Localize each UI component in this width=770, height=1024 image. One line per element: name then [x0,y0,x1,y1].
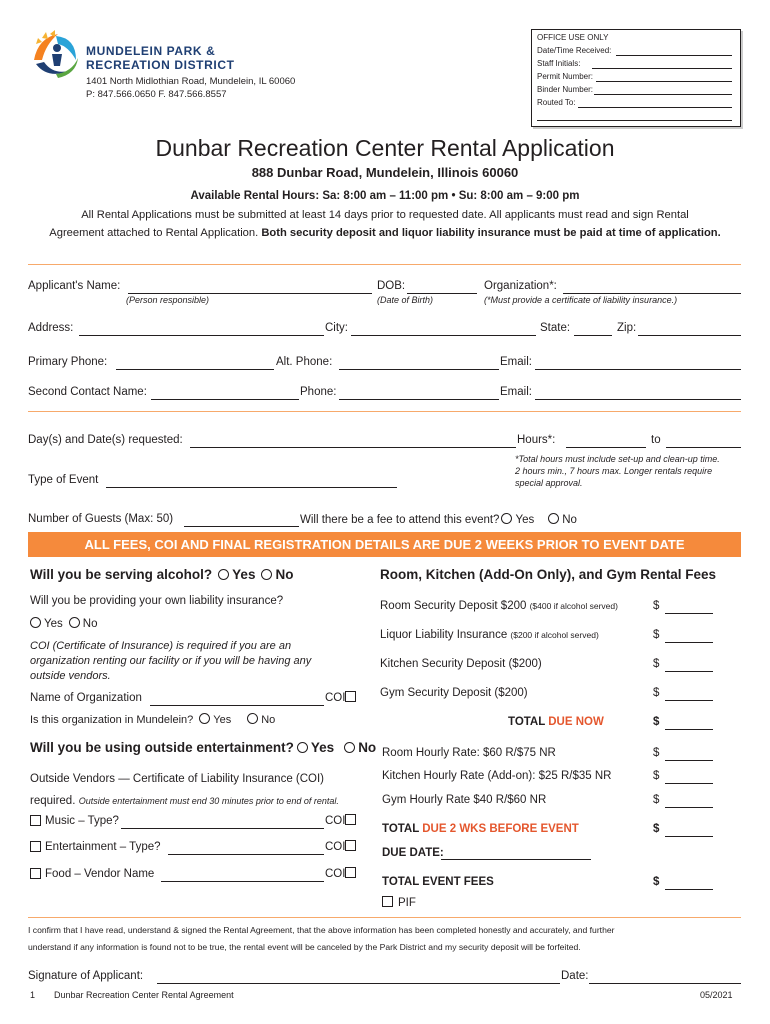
type-event-input[interactable] [106,487,397,488]
total-event-label: TOTAL EVENT FEES [382,876,494,888]
office-field-1-line[interactable] [592,68,732,69]
due-date-input[interactable] [441,859,591,860]
hours-note-1: *Total hours must include set-up and clean-up time. [515,454,720,464]
footer-page: 1 [30,990,36,1000]
mundelein-no-label: No [261,714,276,726]
entertainment-yes-label: Yes [310,740,335,755]
office-field-4-line[interactable] [578,107,732,108]
total-due-2wks-dollar: $ [653,823,660,835]
room-hourly-dollar: $ [653,747,660,759]
office-field-2: Permit Number: [537,72,594,81]
liquor-dollar: $ [653,629,660,641]
second-contact-input[interactable] [151,399,299,400]
kitchen-deposit-label: Kitchen Security Deposit ($200) [380,658,542,670]
alcohol-yes-radio[interactable] [218,569,229,580]
notice-line2-bold: Both security deposit and liquor liability insurance must be paid at time of application. [261,227,721,239]
alcohol-no-radio[interactable] [261,569,272,580]
notice-line2-normal: Agreement attached to Rental Application. [49,227,262,239]
alt-phone-input[interactable] [339,369,499,370]
music-label: Music – Type? [45,815,119,827]
office-field-0: Date/Time Received: [537,46,612,55]
date-label: Date: [561,970,589,982]
total-due-now-b: DUE NOW [548,716,604,728]
fee-yes-radio[interactable] [501,513,512,524]
second-contact-label: Second Contact Name: [28,386,147,398]
divider-2 [28,411,741,412]
room-deposit-label: Room Security Deposit $200 [380,600,527,612]
required-note: Outside entertainment must end 30 minutes prior to end of rental. [78,796,339,806]
pif-label: PIF [398,897,416,909]
rental-hours: Available Rental Hours: Sa: 8:00 am – 11:00 pm • Su: 8:00 am – 9:00 pm [190,190,580,202]
kitchen-hourly-label: Kitchen Hourly Rate (Add-on): $25 R/$35 NR [382,770,612,782]
divider-3 [28,917,741,918]
entertainment-coi-checkbox[interactable] [345,840,356,851]
insurance-no-label: No [82,618,98,630]
room-hourly-input[interactable] [665,760,713,761]
guests-label: Number of Guests (Max: 50) [28,513,174,525]
email2-input[interactable] [535,399,741,400]
office-field-2-line[interactable] [596,81,732,82]
entertainment-label: Entertainment – Type? [45,841,161,853]
primary-phone-label: Primary Phone: [28,356,108,368]
entertainment-checkbox[interactable] [30,841,41,852]
zip-input[interactable] [638,335,741,336]
office-field-1: Staff Initials: [537,59,581,68]
dob-input[interactable] [407,293,477,294]
mundelein-no-radio[interactable] [247,713,258,724]
room-deposit-note: ($400 if alcohol served) [529,601,618,611]
total-due-now-a: TOTAL [508,716,549,728]
confirm-line1: I confirm that I have read, understand & signed the Rental Agreement, that the above information has been completed honestly and accurately, and further [28,925,615,935]
mundelein-yes-radio[interactable] [199,713,210,724]
office-field-3: Binder Number: [537,85,594,94]
music-checkbox[interactable] [30,815,41,826]
total-event-input[interactable] [665,889,713,890]
alcohol-no-label: No [275,567,294,582]
name-org-input[interactable] [150,705,324,706]
gym-hourly-label: Gym Hourly Rate $40 R/$60 NR [382,794,547,806]
kitchen-hourly-dollar: $ [653,770,660,782]
guests-input[interactable] [184,526,299,527]
insurance-options [24,617,97,630]
liquor-label: Liquor Liability Insurance [380,629,508,641]
gym-deposit-dollar: $ [653,687,660,699]
music-coi-checkbox[interactable] [345,814,356,825]
total-event-dollar: $ [653,876,660,888]
divider-1 [28,264,741,265]
entertainment-yes-radio[interactable] [297,742,308,753]
coi-note-1: COI (Certificate of Insurance) is required if you are an [30,640,292,652]
room-hourly-label: Room Hourly Rate: $60 R/$75 NR [382,747,556,759]
fee-no-label: No [562,514,577,526]
days-label: Day(s) and Date(s) requested: [28,434,183,446]
dob-note: (Date of Birth) [377,295,434,305]
total-due-now-dollar: $ [653,716,660,728]
org-address: 1401 North Midlothian Road, Mundelein, IL 60060 [86,76,296,87]
insurance-question: Will you be providing your own liability insurance? [30,595,284,607]
food-coi-label: COI [325,868,346,880]
insurance-yes-label: Yes [44,618,63,630]
liquor-input[interactable] [665,642,713,643]
insurance-yes-radio[interactable] [30,617,41,628]
kitchen-hourly-input[interactable] [665,783,713,784]
email-input[interactable] [535,369,741,370]
insurance-no-radio[interactable] [69,617,80,628]
office-use-title: OFFICE USE ONLY [537,33,609,42]
food-checkbox[interactable] [30,868,41,879]
entertainment-question-label: Will you be using outside entertainment? [30,740,294,755]
hours-to-input[interactable] [666,447,741,448]
total-due-now [508,716,604,728]
vendors-note: Outside Vendors — Certificate of Liability Insurance (COI) [30,773,325,785]
applicant-label: Applicant's Name: [28,280,121,292]
org-name-line2: RECREATION DISTRICT [86,58,235,72]
footer-name: Dunbar Recreation Center Rental Agreement [54,990,234,1000]
alcohol-question [30,567,293,582]
fee-no-radio[interactable] [548,513,559,524]
state-input[interactable] [574,335,612,336]
fee-question-label: Will there be a fee to attend this event? [300,514,500,526]
total-due-now-input[interactable] [665,729,713,730]
entertainment-no-label: No [358,740,377,755]
gym-deposit-label: Gym Security Deposit ($200) [380,687,528,699]
office-use-box [531,29,741,127]
liquor-note: ($200 if alcohol served) [510,630,599,640]
liquor-insurance [380,629,599,641]
phone2-label: Phone: [300,386,337,398]
room-deposit [380,600,618,612]
hours-label: Hours*: [517,434,556,446]
primary-phone-input[interactable] [116,369,274,370]
total-due-2wks-input[interactable] [665,836,713,837]
notice-line1: All Rental Applications must be submitted at least 14 days prior to requested date. All applicants must read and sign Rental [81,209,689,221]
applicant-input[interactable] [128,293,372,294]
music-coi-label: COI [325,815,346,827]
signature-label: Signature of Applicant: [28,970,144,982]
zip-label: Zip: [617,322,637,334]
office-field-3-line[interactable] [594,94,732,95]
office-field-0-line[interactable] [616,55,732,56]
confirm-line2: understand if any information is found not to be true, the rental event will be canceled by the Park District and my security deposit will be forfeited. [28,942,581,952]
dob-label: DOB: [377,280,406,292]
food-input[interactable] [161,881,324,882]
footer-date: 05/2021 [700,990,733,1000]
alt-phone-label: Alt. Phone: [276,356,333,368]
in-mundelein-label: Is this organization in Mundelein? [30,714,194,726]
kitchen-deposit-input[interactable] [665,671,713,672]
notice-line2 [0,227,770,239]
total-due-2wks-b: DUE 2 WKS BEFORE EVENT [422,823,579,835]
phone2-input[interactable] [339,399,499,400]
kitchen-deposit-dollar: $ [653,658,660,670]
in-mundelein [30,713,275,726]
fee-yes-label: Yes [515,514,535,526]
type-event-label: Type of Event [28,474,99,486]
coi-note-3: outside vendors. [30,670,111,682]
signature-input[interactable] [157,983,560,984]
mundelein-yes-label: Yes [213,714,232,726]
entertainment-input[interactable] [168,854,324,855]
total-due-2wks [382,823,579,835]
organization-input[interactable] [563,293,741,294]
gym-hourly-dollar: $ [653,794,660,806]
entertainment-coi-label: COI [325,841,346,853]
entertainment-question [30,740,376,755]
fees-banner: ALL FEES, COI AND FINAL REGISTRATION DETAILS ARE DUE 2 WEEKS PRIOR TO EVENT DATE [28,532,741,557]
organization-label: Organization*: [484,280,557,292]
org-phone: P: 847.566.0650 F. 847.566.8557 [86,89,227,100]
email2-label: Email: [500,386,532,398]
fees-title: Room, Kitchen (Add-On Only), and Gym Rental Fees [380,567,717,582]
room-deposit-dollar: $ [653,600,660,612]
address-input[interactable] [79,335,324,336]
room-deposit-input[interactable] [665,613,713,614]
center-address: 888 Dunbar Road, Mundelein, Illinois 60060 [251,165,519,180]
applicant-note: (Person responsible) [126,295,210,305]
due-date-label: DUE DATE: [382,847,444,859]
date-input[interactable] [589,983,741,984]
email-label: Email: [500,356,532,368]
org-name-line1: MUNDELEIN PARK & [86,44,216,58]
state-label: State: [540,322,571,334]
office-field-4: Routed To: [537,98,576,107]
office-field-5-line[interactable] [537,120,732,121]
gym-hourly-input[interactable] [665,807,713,808]
days-input[interactable] [190,447,516,448]
required-line [30,793,339,807]
required-label: required. [30,795,76,807]
entertainment-no-radio[interactable] [344,742,355,753]
city-label: City: [325,322,348,334]
coi-note-2: organization renting our facility or if you will be having any [30,655,312,667]
food-coi-checkbox[interactable] [345,867,356,878]
org-coi-label: COI [325,692,346,704]
music-input[interactable] [121,828,324,829]
hours-from-input[interactable] [566,447,646,448]
name-org-label: Name of Organization [30,692,142,704]
pif-checkbox[interactable] [382,896,393,907]
total-due-2wks-a: TOTAL [382,823,423,835]
address-label: Address: [28,322,74,334]
org-coi-checkbox[interactable] [345,691,356,702]
hours-note-2: 2 hours min., 7 hours max. Longer rentals require [515,466,713,476]
district-logo [28,30,80,82]
page-title: Dunbar Recreation Center Rental Application [155,135,615,161]
org-note: (*Must provide a certificate of liability insurance.) [484,295,678,305]
gym-deposit-input[interactable] [665,700,713,701]
hours-to-label: to [651,434,661,446]
alcohol-yes-label: Yes [232,567,256,582]
food-label: Food – Vendor Name [45,868,155,880]
alcohol-question-label: Will you be serving alcohol? [30,567,213,582]
fee-question [300,513,577,526]
city-input[interactable] [351,335,536,336]
hours-note-3: special approval. [515,478,583,488]
